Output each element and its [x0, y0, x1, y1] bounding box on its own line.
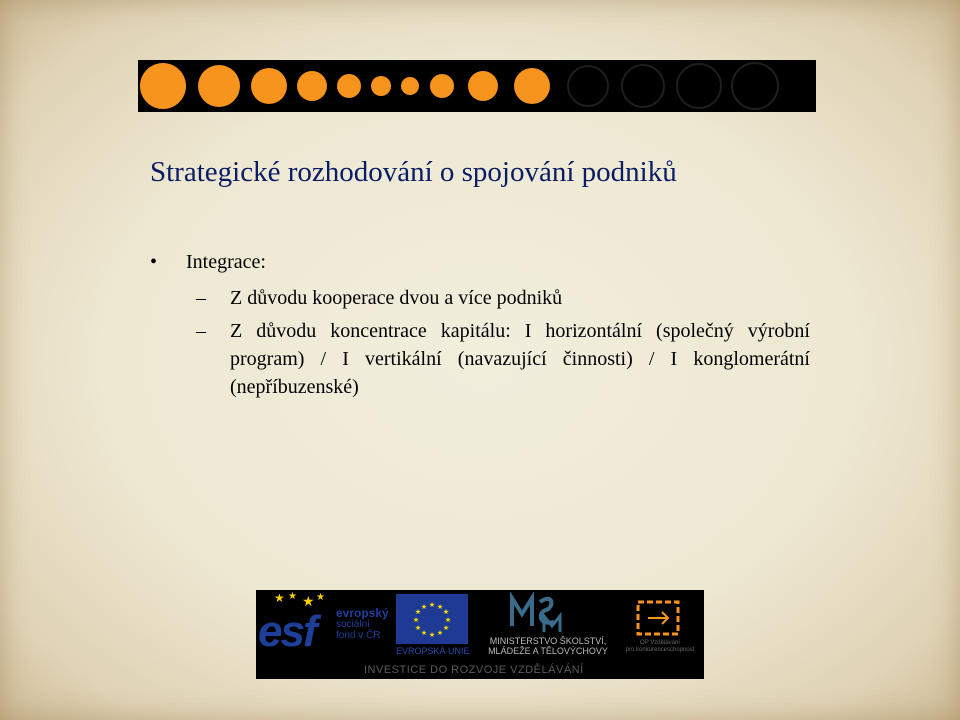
svg-text:★: ★ [288, 591, 297, 602]
bullet-marker: • [150, 251, 158, 273]
bullet-text: Integrace: [186, 251, 266, 273]
msmt-line-1: MINISTERSTVO ŠKOLSTVÍ, [489, 636, 607, 646]
svg-text:★: ★ [420, 603, 428, 611]
svg-text:★: ★ [436, 629, 444, 637]
investment-banner: INVESTICE DO ROZVOJE VZDĚLÁVÁNÍ [364, 664, 584, 676]
svg-text:★: ★ [414, 624, 422, 632]
subitem-kooperace [196, 284, 816, 312]
esf-line-3: fond v ČR [336, 630, 381, 641]
eu-flag-icon [396, 594, 468, 644]
header-dot-bar [138, 60, 816, 112]
svg-text:★: ★ [428, 601, 436, 609]
svg-text:★: ★ [316, 592, 325, 603]
svg-text:★: ★ [428, 631, 436, 639]
dot-10 [514, 68, 550, 104]
eu-stars-ring [396, 594, 468, 644]
subitem-text: Z důvodu kooperace dvou a více podniků [230, 287, 563, 309]
dot-9 [468, 71, 498, 101]
dot-3 [251, 68, 287, 104]
esf-line-2: sociální [336, 619, 370, 630]
dot-row [138, 60, 816, 112]
op-vk-logo-icon [628, 596, 688, 640]
dot-13 [677, 64, 721, 108]
op-line-2: pro konkurenceschopnost [625, 647, 695, 653]
svg-text:★: ★ [414, 608, 422, 616]
slide-title: Strategické rozhodování o spojování podniků [150, 156, 677, 188]
esf-line-1: evropský [336, 606, 389, 620]
svg-text:★: ★ [412, 616, 420, 624]
esf-mark: esf [258, 607, 316, 656]
bullet-integrace [150, 250, 266, 274]
subitem-text: Z důvodu koncentrace kapitálu: I horizontální (společný výrobní program) / I vertikální (navazující činnosti) / I konglomerátní (nepříbuzenské) [230, 320, 810, 398]
op-vk-text [616, 640, 704, 654]
dot-14 [732, 63, 778, 109]
funding-logos-strip [256, 590, 704, 679]
op-line-1: OP Vzdělávání [640, 640, 680, 646]
svg-text:★: ★ [436, 603, 444, 611]
msmt-text [478, 636, 618, 656]
svg-text:★: ★ [442, 624, 450, 632]
dot-12 [622, 65, 664, 107]
dash-marker: – [196, 287, 206, 309]
msmt-logo-icon [510, 592, 566, 634]
svg-text:★: ★ [302, 595, 315, 610]
dot-6 [371, 76, 391, 96]
dot-7 [401, 77, 419, 95]
msmt-line-2: MLÁDEŽE A TĚLOVÝCHOVY [488, 646, 608, 656]
dot-4 [297, 71, 327, 101]
svg-text:★: ★ [274, 591, 285, 605]
svg-text:★: ★ [442, 608, 450, 616]
dot-1 [140, 63, 186, 109]
svg-text:★: ★ [444, 616, 452, 624]
subitem-koncentrace [196, 317, 816, 407]
esf-text [336, 608, 389, 641]
dot-2 [198, 65, 240, 107]
dot-8 [430, 74, 454, 98]
dot-11 [568, 66, 608, 106]
esf-logo [256, 590, 390, 660]
eu-label: EVROPSKÁ UNIE [396, 646, 470, 656]
svg-text:★: ★ [420, 629, 428, 637]
dot-5 [337, 74, 361, 98]
dash-marker: – [196, 320, 206, 342]
